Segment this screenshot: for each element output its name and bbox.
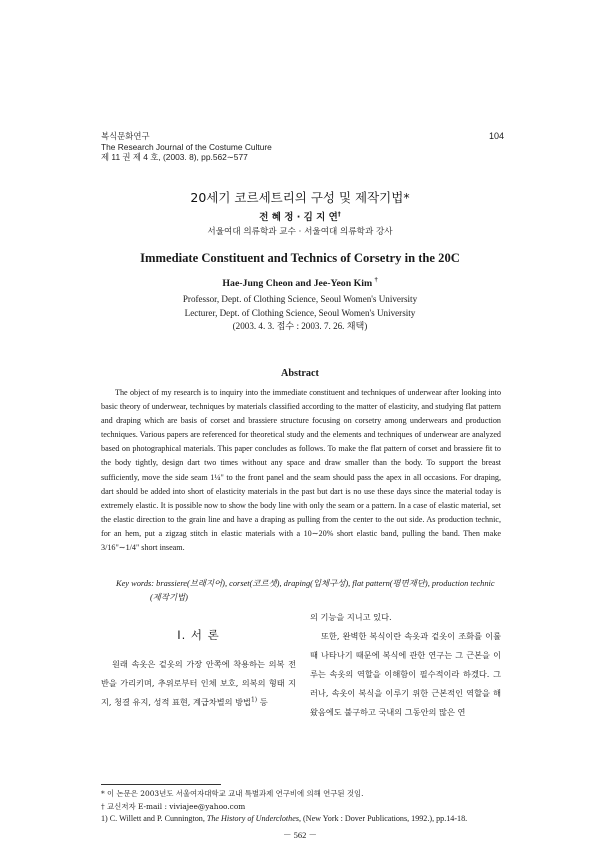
authors-korean-names: 전 혜 정 · 김 지 연 [259, 212, 338, 223]
intro-paragraph [101, 655, 296, 712]
keywords-line: Key words: brassiere(브래지어), corset(코르셋), draping(입체구성), flat pattern(평면재단), production technic [116, 579, 495, 588]
keywords-line-continued: (제작기법) [150, 593, 188, 602]
affiliation-line: Lecturer, Dept. of Clothing Science, Seoul Women's University [184, 307, 416, 318]
footnote-corresponding: † 교신저자 E-mail : viviajee@yahoo.com [101, 801, 246, 811]
affiliation-english [0, 293, 600, 334]
authors-english [0, 278, 600, 289]
intro-text-tail: 등 [257, 697, 268, 707]
title-korean: 20세기 코르세트리의 구성 및 제작기법* [190, 190, 410, 205]
right-column [310, 608, 501, 722]
section-heading-introduction: Ⅰ. 서 론 [177, 628, 220, 642]
intro-text: 원래 속옷은 겉옷의 가장 안쪽에 착용하는 의복 전반을 가리키며, 추위로부터 인체 보호, 의복의 형태 지지, 청결 유지, 성적 표현, 계급차별의 방법 [101, 659, 296, 707]
footnote-ref-title: The History of Underclothes [206, 814, 299, 823]
right-column-paragraph: 또한, 완벽한 복식이란 속옷과 겉옷이 조화를 이룰 때 나타나기 때문에 복식에 관한 연구는 그 근본을 이루는 속옷의 역할을 이해함이 필수적이라 하겠다. 그러나, 속옷이 복식을 이루기 위한 근본적인 역할을 해왔음에도 불구하고 국내의 그동안의 많은 연 [310, 631, 501, 717]
affiliation-korean: 서울여대 의류학과 교수 · 서울여대 의류학과 강사 [207, 227, 393, 237]
journal-name-en: The Research Journal of the Costume Culture [101, 141, 272, 152]
page-footer-number: － 562 － [282, 830, 317, 840]
page-number: 104 [489, 131, 505, 141]
authors-korean [0, 209, 600, 223]
journal-header [101, 131, 272, 163]
abstract-heading: Abstract [281, 368, 319, 379]
abstract-paragraph: The object of my research is to inquiry into the immediate constituent and techniques of underwear after looking into basic theory of underwear, techniques by materials classified according to the matter of elasticity, and studying flat pattern and draping which are basis of corset and brassiere structure focusing on corsetry among underwears and production techniques. Various papers are referenced for theoretical study and the elements and techniques of underwear are analyzed based on photographical materials. This paper concludes as follows. To make the flat pattern of corset and brassiere fit to the body tightly, design dart two times without any space and draw smaller than the body. To support the breast sufficiently, move the side seam 1¼" to the front panel and the seam should pass the apex in all occasions. For draping, dart should be added into short of elasticity materials in the past but dart is no use these days since the material today is extremely elastic. It is possible now to show the body line with only the seam or a pattern. In a case of elastic material, set the elastic direction to the grain line and have a draping as pulling from the center to the out side. As production technic, for an hem, put a zigzag stitch in elastic materials with a 10∼20% short elastic band, pulling the band. Then make 3/16"∼1/4" short inseam. [101, 388, 501, 553]
abstract-body [101, 386, 501, 555]
title-english: Immediate Constituent and Technics of Corsetry in the 20C [140, 251, 460, 265]
authors-english-names: Hae-Jung Cheon and Jee-Yeon Kim [222, 278, 373, 289]
footnote-funding: * 이 논문은 2003년도 서울여자대학교 교내 특별과제 연구비에 의해 연구된 것임. [101, 789, 364, 798]
corresponding-mark-en: † [374, 277, 378, 284]
journal-name-kr: 복식문화연구 [101, 131, 150, 141]
left-column [101, 655, 296, 712]
footnote-ref-pub: , (New York : Dover Publications, 1992.), pp.14-18. [298, 814, 468, 823]
volume-issue: 제 11 권 제 4 호, (2003. 8), pp.562∼577 [101, 152, 248, 163]
received-accepted-dates: (2003. 4. 3. 접수 : 2003. 7. 26. 채택) [232, 321, 368, 331]
footnote-reference-1 [101, 813, 501, 826]
affiliation-line: Professor, Dept. of Clothing Science, Seoul Women's University [182, 294, 418, 304]
corresponding-mark: † [337, 210, 341, 218]
right-column-line: 의 기능을 지니고 있다. [310, 612, 392, 622]
footnotes [101, 788, 501, 826]
keywords [116, 577, 501, 605]
footnote-rule [101, 784, 221, 785]
footnote-ref-authors: 1) C. Willett and P. Cunnington, [101, 814, 207, 823]
footnote-ref: 1) [250, 696, 258, 704]
